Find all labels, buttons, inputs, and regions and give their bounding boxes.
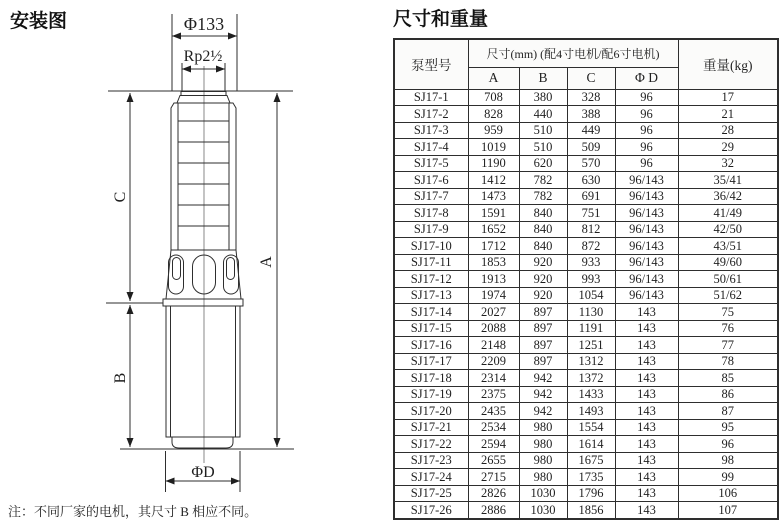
- value-cell: 143: [615, 452, 678, 469]
- model-cell: SJ17-9: [394, 221, 468, 238]
- value-cell: 920: [519, 271, 567, 288]
- value-cell: 691: [567, 188, 615, 205]
- value-cell: 2534: [468, 419, 519, 436]
- table-body: [394, 89, 778, 519]
- value-cell: 782: [519, 172, 567, 189]
- value-cell: 41/49: [678, 205, 778, 222]
- value-cell: 942: [519, 386, 567, 403]
- value-cell: 380: [519, 89, 567, 106]
- value-cell: 143: [615, 469, 678, 486]
- value-cell: 980: [519, 452, 567, 469]
- value-cell: 96/143: [615, 238, 678, 255]
- value-cell: 17: [678, 89, 778, 106]
- table-row: [394, 337, 778, 354]
- value-cell: 2826: [468, 485, 519, 502]
- value-cell: 76: [678, 320, 778, 337]
- value-cell: 872: [567, 238, 615, 255]
- value-cell: 2435: [468, 403, 519, 420]
- value-cell: 620: [519, 155, 567, 172]
- value-cell: 32: [678, 155, 778, 172]
- value-cell: 96/143: [615, 287, 678, 304]
- value-cell: 75: [678, 304, 778, 321]
- table-row: [394, 419, 778, 436]
- table-row: [394, 188, 778, 205]
- value-cell: 99: [678, 469, 778, 486]
- value-cell: 828: [468, 106, 519, 123]
- table-row: [394, 139, 778, 156]
- value-cell: 388: [567, 106, 615, 123]
- table-row: [394, 172, 778, 189]
- table-row: [394, 304, 778, 321]
- model-cell: SJ17-5: [394, 155, 468, 172]
- header-col-phid: Φ D: [615, 67, 678, 89]
- table-row: [394, 89, 778, 106]
- value-cell: 1030: [519, 502, 567, 519]
- model-cell: SJ17-15: [394, 320, 468, 337]
- value-cell: 143: [615, 304, 678, 321]
- value-cell: 1130: [567, 304, 615, 321]
- value-cell: 2655: [468, 452, 519, 469]
- model-cell: SJ17-24: [394, 469, 468, 486]
- model-cell: SJ17-21: [394, 419, 468, 436]
- value-cell: 29: [678, 139, 778, 156]
- value-cell: 510: [519, 139, 567, 156]
- value-cell: 510: [519, 122, 567, 139]
- dimensions-weight-title: 尺寸和重量: [393, 9, 489, 30]
- value-cell: 96: [678, 436, 778, 453]
- table-row: [394, 155, 778, 172]
- header-size-group: 尺寸(mm) (配4寸电机/配6寸电机): [468, 39, 678, 67]
- model-cell: SJ17-6: [394, 172, 468, 189]
- motor-cap: [172, 437, 233, 448]
- value-cell: 143: [615, 337, 678, 354]
- value-cell: 43/51: [678, 238, 778, 255]
- dim-label-thread: Rp2½: [183, 48, 223, 65]
- value-cell: 980: [519, 436, 567, 453]
- value-cell: 85: [678, 370, 778, 387]
- value-cell: 143: [615, 386, 678, 403]
- table-row: [394, 403, 778, 420]
- value-cell: 1433: [567, 386, 615, 403]
- motor-body: [166, 306, 240, 437]
- table-row: [394, 320, 778, 337]
- value-cell: 96/143: [615, 172, 678, 189]
- value-cell: 1191: [567, 320, 615, 337]
- value-cell: 840: [519, 238, 567, 255]
- model-cell: SJ17-8: [394, 205, 468, 222]
- model-cell: SJ17-19: [394, 386, 468, 403]
- footnote: 注：不同厂家的电机，其尺寸 B 相应不同。: [8, 504, 258, 519]
- value-cell: 840: [519, 205, 567, 222]
- value-cell: 1372: [567, 370, 615, 387]
- value-cell: 143: [615, 502, 678, 519]
- value-cell: 840: [519, 221, 567, 238]
- value-cell: 1796: [567, 485, 615, 502]
- value-cell: 897: [519, 353, 567, 370]
- value-cell: 2209: [468, 353, 519, 370]
- value-cell: 1614: [567, 436, 615, 453]
- value-cell: 993: [567, 271, 615, 288]
- value-cell: 96: [615, 106, 678, 123]
- value-cell: 1974: [468, 287, 519, 304]
- model-cell: SJ17-22: [394, 436, 468, 453]
- table-header: [394, 39, 778, 89]
- value-cell: 143: [615, 353, 678, 370]
- value-cell: 708: [468, 89, 519, 106]
- dim-label-b: B: [112, 372, 129, 384]
- value-cell: 96/143: [615, 254, 678, 271]
- value-cell: 1473: [468, 188, 519, 205]
- coupling: [163, 299, 243, 306]
- table-row: [394, 386, 778, 403]
- value-cell: 782: [519, 188, 567, 205]
- value-cell: 1030: [519, 485, 567, 502]
- pump-body: [171, 103, 236, 250]
- header-weight: 重量(kg): [678, 39, 778, 89]
- value-cell: 143: [615, 436, 678, 453]
- value-cell: 96: [615, 89, 678, 106]
- header-model: 泵型号: [394, 39, 468, 89]
- value-cell: 2594: [468, 436, 519, 453]
- value-cell: 1913: [468, 271, 519, 288]
- value-cell: 570: [567, 155, 615, 172]
- table-row: [394, 122, 778, 139]
- model-cell: SJ17-4: [394, 139, 468, 156]
- model-cell: SJ17-26: [394, 502, 468, 519]
- value-cell: 2148: [468, 337, 519, 354]
- value-cell: 933: [567, 254, 615, 271]
- value-cell: 1251: [567, 337, 615, 354]
- value-cell: 2715: [468, 469, 519, 486]
- table-row: [394, 485, 778, 502]
- value-cell: 96/143: [615, 271, 678, 288]
- value-cell: 107: [678, 502, 778, 519]
- model-cell: SJ17-25: [394, 485, 468, 502]
- value-cell: 28: [678, 122, 778, 139]
- value-cell: 2886: [468, 502, 519, 519]
- model-cell: SJ17-2: [394, 106, 468, 123]
- header-col-a: A: [468, 67, 519, 89]
- value-cell: 96/143: [615, 221, 678, 238]
- value-cell: 1652: [468, 221, 519, 238]
- model-cell: SJ17-18: [394, 370, 468, 387]
- model-cell: SJ17-7: [394, 188, 468, 205]
- value-cell: 95: [678, 419, 778, 436]
- dim-label-c: C: [112, 191, 129, 203]
- table-row: [394, 436, 778, 453]
- value-cell: 1493: [567, 403, 615, 420]
- value-cell: 942: [519, 403, 567, 420]
- value-cell: 897: [519, 337, 567, 354]
- dim-label-bottom-diameter: ΦD: [191, 464, 215, 481]
- table-row: [394, 452, 778, 469]
- table-row: [394, 238, 778, 255]
- dimensions-table: [393, 38, 779, 520]
- model-cell: SJ17-13: [394, 287, 468, 304]
- value-cell: 96/143: [615, 205, 678, 222]
- value-cell: 1675: [567, 452, 615, 469]
- value-cell: 942: [519, 370, 567, 387]
- value-cell: 51/62: [678, 287, 778, 304]
- value-cell: 449: [567, 122, 615, 139]
- model-cell: SJ17-12: [394, 271, 468, 288]
- value-cell: 78: [678, 353, 778, 370]
- value-cell: 440: [519, 106, 567, 123]
- value-cell: 897: [519, 320, 567, 337]
- value-cell: 21: [678, 106, 778, 123]
- table-row: [394, 469, 778, 486]
- value-cell: 2314: [468, 370, 519, 387]
- value-cell: 959: [468, 122, 519, 139]
- value-cell: 143: [615, 320, 678, 337]
- value-cell: 96: [615, 122, 678, 139]
- model-cell: SJ17-3: [394, 122, 468, 139]
- value-cell: 1554: [567, 419, 615, 436]
- model-cell: SJ17-23: [394, 452, 468, 469]
- value-cell: 1853: [468, 254, 519, 271]
- dim-label-a: A: [258, 256, 275, 268]
- value-cell: 1019: [468, 139, 519, 156]
- value-cell: 1190: [468, 155, 519, 172]
- value-cell: 1312: [567, 353, 615, 370]
- value-cell: 328: [567, 89, 615, 106]
- table-row: [394, 254, 778, 271]
- value-cell: 2088: [468, 320, 519, 337]
- table-row: [394, 287, 778, 304]
- value-cell: 509: [567, 139, 615, 156]
- value-cell: 143: [615, 485, 678, 502]
- value-cell: 1591: [468, 205, 519, 222]
- value-cell: 1856: [567, 502, 615, 519]
- value-cell: 143: [615, 403, 678, 420]
- value-cell: 86: [678, 386, 778, 403]
- model-cell: SJ17-10: [394, 238, 468, 255]
- value-cell: 920: [519, 254, 567, 271]
- value-cell: 98: [678, 452, 778, 469]
- table-row: [394, 221, 778, 238]
- value-cell: 920: [519, 287, 567, 304]
- table-row: [394, 271, 778, 288]
- value-cell: 1412: [468, 172, 519, 189]
- value-cell: 980: [519, 469, 567, 486]
- header-col-b: B: [519, 67, 567, 89]
- value-cell: 143: [615, 419, 678, 436]
- model-cell: SJ17-16: [394, 337, 468, 354]
- table-row: [394, 353, 778, 370]
- value-cell: 1054: [567, 287, 615, 304]
- value-cell: 2375: [468, 386, 519, 403]
- model-cell: SJ17-11: [394, 254, 468, 271]
- value-cell: 751: [567, 205, 615, 222]
- value-cell: 96/143: [615, 188, 678, 205]
- value-cell: 96: [615, 139, 678, 156]
- header-col-c: C: [567, 67, 615, 89]
- value-cell: 1735: [567, 469, 615, 486]
- value-cell: 897: [519, 304, 567, 321]
- value-cell: 96: [615, 155, 678, 172]
- table-row: [394, 370, 778, 387]
- value-cell: 106: [678, 485, 778, 502]
- value-cell: 42/50: [678, 221, 778, 238]
- value-cell: 49/60: [678, 254, 778, 271]
- value-cell: 812: [567, 221, 615, 238]
- value-cell: 35/41: [678, 172, 778, 189]
- model-cell: SJ17-17: [394, 353, 468, 370]
- dim-label-top-diameter: Φ133: [183, 14, 225, 34]
- table-row: [394, 106, 778, 123]
- model-cell: SJ17-1: [394, 89, 468, 106]
- value-cell: 87: [678, 403, 778, 420]
- value-cell: 630: [567, 172, 615, 189]
- model-cell: SJ17-14: [394, 304, 468, 321]
- model-cell: SJ17-20: [394, 403, 468, 420]
- table-row: [394, 502, 778, 519]
- value-cell: 36/42: [678, 188, 778, 205]
- value-cell: 980: [519, 419, 567, 436]
- value-cell: 77: [678, 337, 778, 354]
- value-cell: 143: [615, 370, 678, 387]
- value-cell: 2027: [468, 304, 519, 321]
- value-cell: 1712: [468, 238, 519, 255]
- value-cell: 50/61: [678, 271, 778, 288]
- table-row: [394, 205, 778, 222]
- installation-diagram-title: 安装图: [10, 11, 68, 32]
